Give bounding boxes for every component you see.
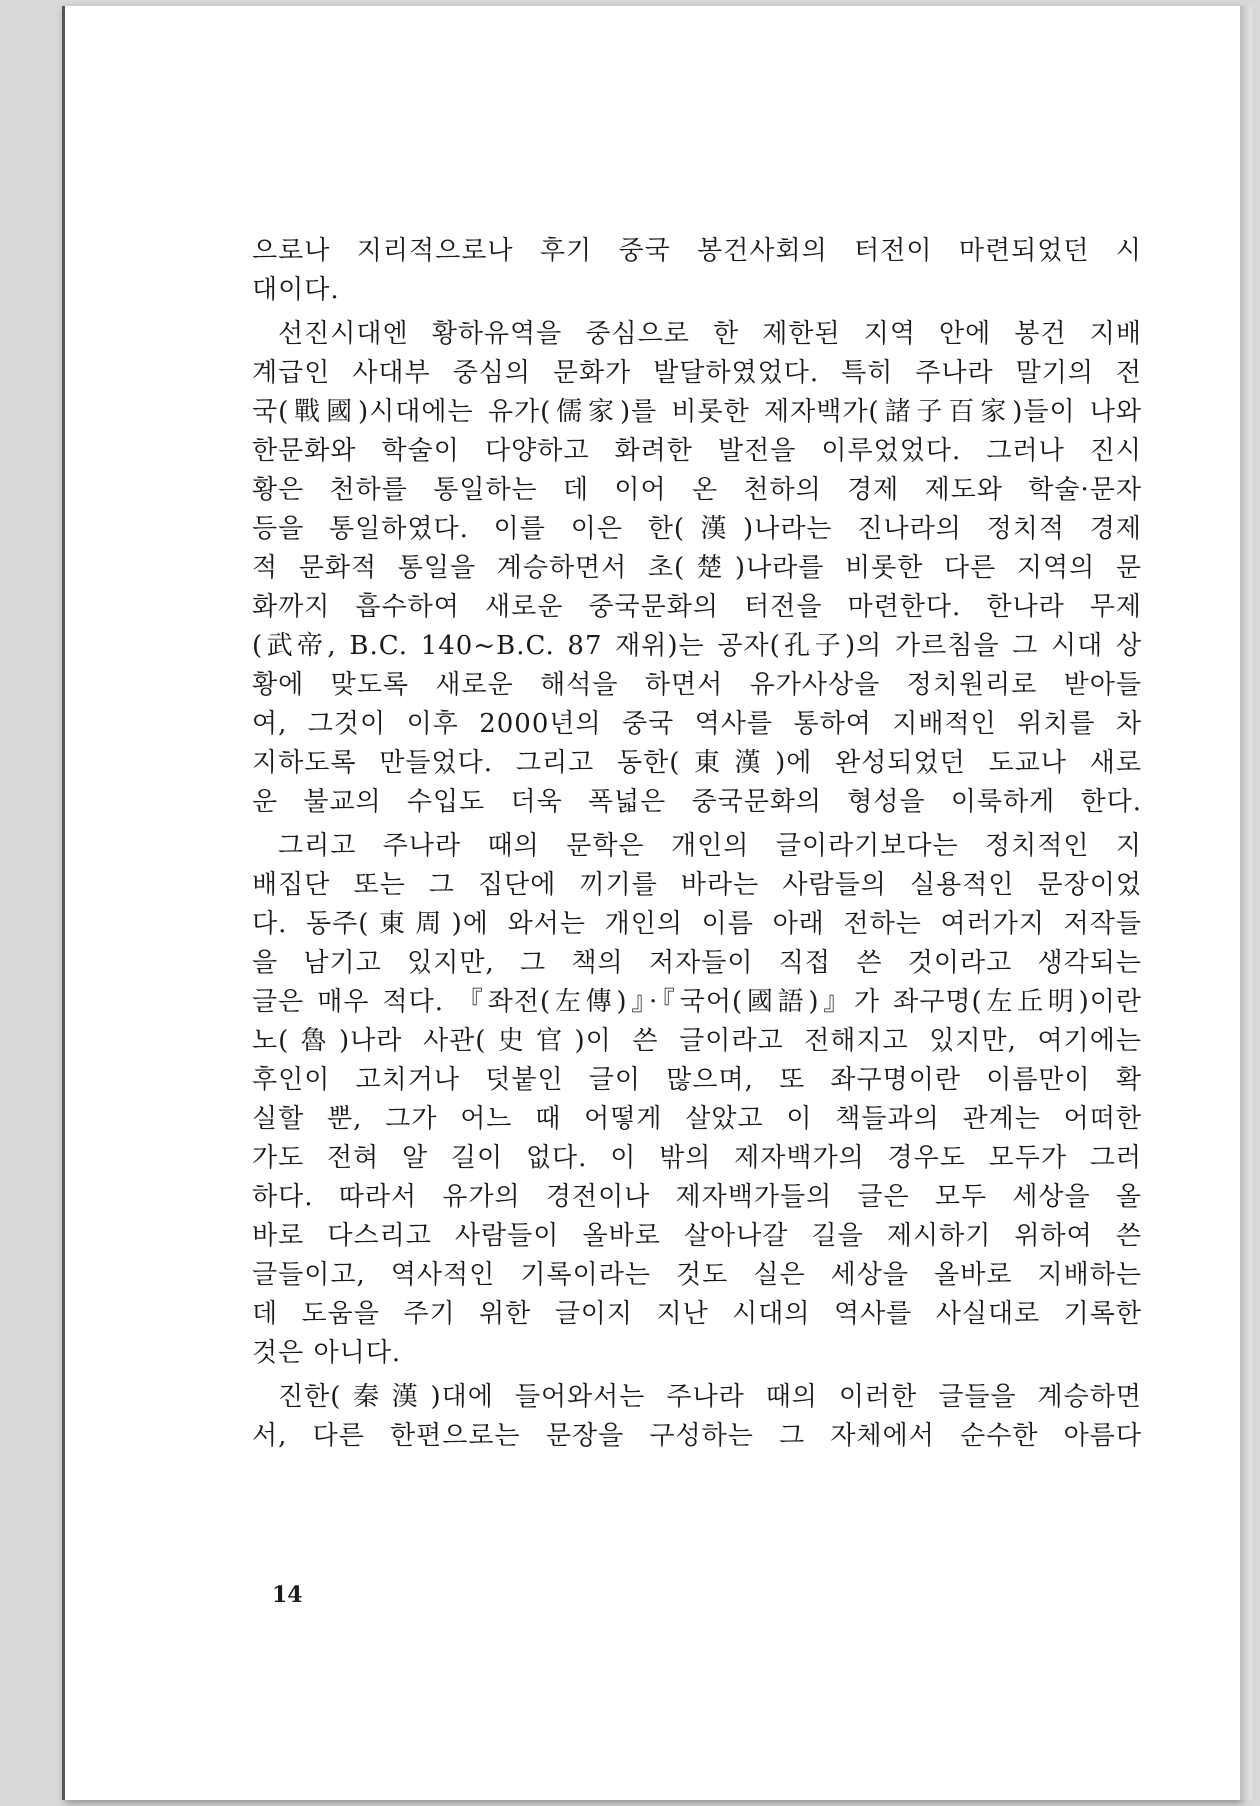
- text-line: 그리고 주나라 때의 문학은 개인의 글이라기보다는 정치적인 지: [278, 831, 1142, 861]
- body-text: [252, 232, 1142, 1456]
- text-line: 다. 동주(東周)에 와서는 개인의 이름 아래 전하는 여러가지 저작들: [252, 909, 1142, 939]
- paragraph-continuation: [252, 232, 1142, 310]
- page-right-edge: [1240, 6, 1252, 1800]
- text-line: 실할 뿐, 그가 어느 때 어떻게 살았고 이 책들과의 관계는 어떠한: [252, 1104, 1142, 1134]
- text-line: 글들이고, 역사적인 기록이라는 것도 실은 세상을 올바로 지배하는: [252, 1260, 1142, 1290]
- text-line: 대이다.: [252, 275, 340, 305]
- text-line: 하다. 따라서 유가의 경전이나 제자백가들의 글은 모두 세상을 올: [252, 1182, 1142, 1212]
- text-line: 서, 다른 한편으로는 문장을 구성하는 그 자체에서 순수한 아름다: [252, 1421, 1142, 1451]
- text-line: 바로 다스리고 사람들이 올바로 살아나갈 길을 제시하기 위하여 쓴: [252, 1221, 1142, 1251]
- paragraph: [252, 827, 1142, 1373]
- text-line: 여, 그것이 이후 2000년의 중국 역사를 통하여 지배적인 위치를 차: [252, 709, 1142, 739]
- text-line: 선진시대엔 황하유역을 중심으로 한 제한된 지역 안에 봉건 지배: [278, 319, 1142, 349]
- text-line: 화까지 흡수하여 새로운 중국문화의 터전을 마련한다. 한나라 무제: [252, 592, 1142, 622]
- text-line: 데 도움을 주기 위한 글이지 지난 시대의 역사를 사실대로 기록한: [252, 1299, 1142, 1329]
- text-line: 것은 아니다.: [252, 1338, 402, 1368]
- text-line: 노(魯)나라 사관(史官)이 쓴 글이라고 전해지고 있지만, 여기에는: [252, 1026, 1142, 1056]
- text-line: 지하도록 만들었다. 그리고 동한(東漢)에 완성되었던 도교나 새로: [252, 748, 1142, 778]
- text-line: 한문화와 학술이 다양하고 화려한 발전을 이루었었다. 그러나 진시: [252, 436, 1142, 466]
- text-line: 황은 천하를 통일하는 데 이어 온 천하의 경제 제도와 학술·문자: [252, 475, 1142, 505]
- text-line: 운 불교의 수입도 더욱 폭넓은 중국문화의 형성을 이룩하게 한다.: [252, 787, 1142, 817]
- paragraph: [252, 1378, 1142, 1456]
- text-line: 등을 통일하였다. 이를 이은 한(漢)나라는 진나라의 정치적 경제: [252, 514, 1142, 544]
- text-line: (武帝, B.C. 140~B.C. 87 재위)는 공자(孔子)의 가르침을 그 시대 상: [252, 631, 1142, 661]
- text-line: 적 문화적 통일을 계승하면서 초(楚)나라를 비롯한 다른 지역의 문: [252, 553, 1142, 583]
- text-line: 배집단 또는 그 집단에 끼기를 바라는 사람들의 실용적인 문장이었: [252, 870, 1142, 900]
- text-line: 국(戰國)시대에는 유가(儒家)를 비롯한 제자백가(諸子百家)들이 나와: [252, 397, 1142, 427]
- text-line: 계급인 사대부 중심의 문화가 발달하였었다. 특히 주나라 말기의 전: [252, 358, 1142, 388]
- page-left-edge: [62, 6, 65, 1800]
- text-line: 글은 매우 적다. 『좌전(左傳)』·『국어(國語)』가 좌구명(左丘明)이란: [252, 987, 1142, 1017]
- text-line: 으로나 지리적으로나 후기 중국 봉건사회의 터전이 마련되었던 시: [252, 236, 1142, 266]
- text-line: 황에 맞도록 새로운 해석을 하면서 유가사상을 정치원리로 받아들: [252, 670, 1142, 700]
- text-line: 가도 전혀 알 길이 없다. 이 밖의 제자백가의 경우도 모두가 그러: [252, 1143, 1142, 1173]
- text-line: 을 남기고 있지만, 그 책의 저자들이 직접 쓴 것이라고 생각되는: [252, 948, 1142, 978]
- text-line: 진한(秦漢)대에 들어와서는 주나라 때의 이러한 글들을 계승하면: [278, 1382, 1142, 1412]
- page-number: 14: [272, 1582, 303, 1608]
- paragraph: [252, 315, 1142, 822]
- text-line: 후인이 고치거나 덧붙인 글이 많으며, 또 좌구명이란 이름만이 확: [252, 1065, 1142, 1095]
- book-page: [62, 6, 1240, 1800]
